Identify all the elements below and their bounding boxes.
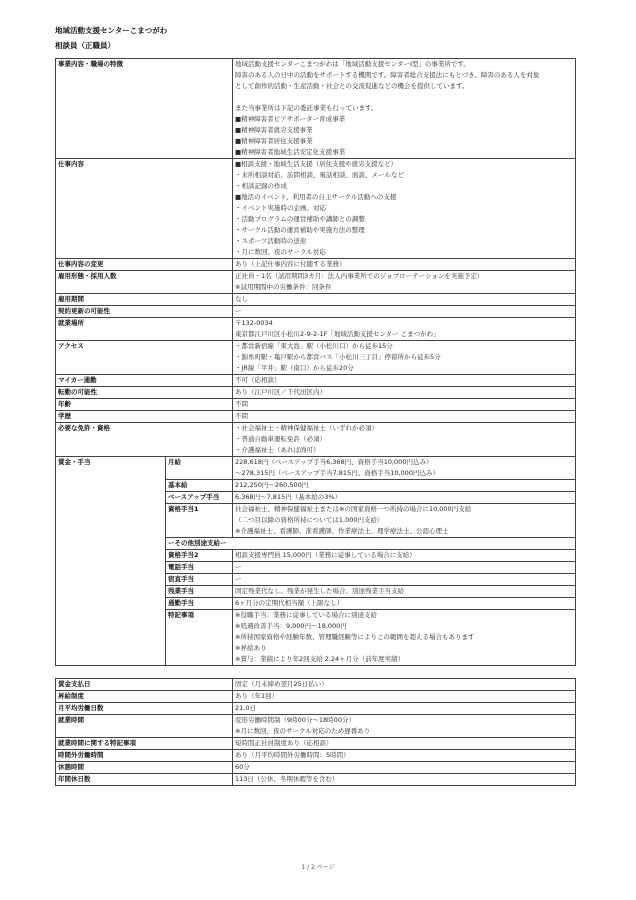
value-break-time <box>233 762 576 774</box>
value-car-commute <box>233 375 576 387</box>
label-special-notes: 特記事項 <box>166 610 233 666</box>
row-raise-system <box>56 691 576 703</box>
value-employment-period <box>233 294 576 306</box>
row-age <box>56 399 576 411</box>
value-licenses <box>233 423 576 457</box>
value-line: ■精神障害者居住支援事業 <box>235 137 313 145</box>
value-line: なし <box>235 295 248 303</box>
label-baseup-allowance: ベースアップ手当 <box>166 492 233 504</box>
row-car-commute <box>56 375 576 387</box>
row-avg-workdays <box>56 703 576 715</box>
row-pay-date <box>56 679 576 691</box>
row-licenses <box>56 423 576 457</box>
value-line: ・月に数回、夜のサークル対応 <box>235 248 326 256</box>
row-transfer <box>56 387 576 399</box>
value-line: ※試用期間中の労働条件：同条件 <box>235 283 332 291</box>
value-commute-allowance <box>233 598 576 610</box>
value-line: ※介護福祉士、看護師、准看護師、作業療法士、理学療法士、公認心理士 <box>235 527 449 535</box>
value-qualification-allowance-2 <box>233 550 576 562</box>
value-line: ・JR線「平井」駅（南口）から徒歩20分 <box>235 364 354 372</box>
label-raise-system: 昇給制度 <box>56 691 233 703</box>
value-line: ・普通自動車運転免許（必須） <box>235 435 326 443</box>
label-commute-allowance: 通勤手当 <box>166 598 233 610</box>
value-special-notes <box>233 610 576 666</box>
row-wage-monthly <box>56 457 576 480</box>
label-qualification-allowance-1: 資格手当1 <box>166 504 233 538</box>
value-line: 相談支援専門員 15,000円（業務に従事している場合に支給） <box>235 551 416 559</box>
value-line: あり（江戸川区／千代田区内） <box>235 388 326 396</box>
label-working-hours: 就業時間 <box>56 715 233 738</box>
value-line: 〒132-0034 <box>235 319 273 327</box>
value-line: ※役職手当：業務に従事している場合に別途支給 <box>235 611 377 619</box>
page-number: 1 / 2 ページ <box>301 864 335 871</box>
value-base-salary <box>233 480 576 492</box>
value-avg-workdays <box>233 703 576 715</box>
label-employment-period: 雇用期間 <box>56 294 233 306</box>
label-contract-renewal: 契約更新の可能性 <box>56 306 233 318</box>
label-business-description: 事業内容・職場の特徴 <box>56 59 233 159</box>
value-line: 固定（月末締め翌月25日払い） <box>235 680 328 688</box>
value-qualification-allowance-1 <box>233 504 576 538</box>
value-line: ・サークル活動の運営補助や実施方法の整理 <box>235 226 365 234</box>
row-job-content <box>56 159 576 259</box>
row-employment-type <box>56 271 576 294</box>
value-line: ■地活のイベント、利用者の自主サークル活動への支援 <box>235 193 397 201</box>
label-annual-holidays: 年間休日数 <box>56 774 233 786</box>
label-access: アクセス <box>56 341 233 375</box>
value-access <box>233 341 576 375</box>
label-break-time: 休憩時間 <box>56 762 233 774</box>
row-business-description <box>56 59 576 159</box>
row-hours-notes <box>56 738 576 750</box>
value-business-description <box>233 59 576 159</box>
value-line: ・都営新宿線「東大島」駅（小松川口）から徒歩15分 <box>235 342 393 350</box>
value-line: ー <box>235 307 242 315</box>
value-line: ・社会福祉士・精神保健福祉士（いずれか必須） <box>235 424 378 432</box>
value-night-duty-allowance <box>233 574 576 586</box>
value-contract-renewal <box>233 306 576 318</box>
label-education: 学歴 <box>56 411 233 423</box>
value-workplace <box>233 318 576 341</box>
value-line: ■精神障害者就労支援事業 <box>235 126 313 134</box>
row-overtime-hours <box>56 750 576 762</box>
label-qualification-allowance-2: 資格手当2 <box>166 550 233 562</box>
label-employment-type: 雇用形態・採用人数 <box>56 271 233 294</box>
value-line: ※所持国家資格や経験年数、管理職経験等によりこの範囲を超える場合もあります <box>235 633 475 641</box>
other-allowances-header: ーその他別途支給ー <box>166 538 576 550</box>
row-education <box>56 411 576 423</box>
row-contract-renewal <box>56 306 576 318</box>
value-line: として創作的活動・生産活動・社会との交流促進などの機会を提供しています。 <box>235 82 469 90</box>
organization-name: 地域活動支援センターこまつがわ <box>55 26 168 35</box>
label-overtime-allowance: 残業手当 <box>166 586 233 598</box>
value-line: 228,618円（ベースアップ手当6,368円、資格手当10,000円込み） <box>235 458 433 466</box>
value-line: 21.0日 <box>235 704 256 712</box>
value-line: また当事業所は下記の委託事業も行っています。 <box>235 104 378 112</box>
value-line: ■精神障害者ピアサポーター育成事業 <box>235 115 346 123</box>
value-line: ・イベント実施時の企画、対応 <box>235 204 326 212</box>
value-line: あり（年1回） <box>235 692 279 700</box>
value-line: ・スポーツ活動時の送迎 <box>235 237 307 245</box>
value-transfer <box>233 387 576 399</box>
value-line: 社会福祉士、精神保健福祉士または※の国家資格一つ所持の場合に10,000円支給 <box>235 505 472 513</box>
value-line: ー <box>235 575 242 583</box>
value-line: 不問 <box>235 412 248 420</box>
value-line: ・相談記録の作成 <box>235 182 287 190</box>
label-workplace: 就業場所 <box>56 318 233 341</box>
work-conditions-table <box>55 678 576 786</box>
value-baseup-allowance <box>233 492 576 504</box>
job-title: 相談員（正職員） <box>55 41 115 50</box>
value-line: ・活動プログラムの運営補助や講師との調整 <box>235 215 365 223</box>
value-job-content <box>233 159 576 259</box>
value-line: ・介護福祉士（あれば尚可） <box>235 446 320 454</box>
value-line: 不可（応相談） <box>235 376 281 384</box>
value-line: 短時間正社員制度あり（応相談） <box>235 739 333 747</box>
value-line: ー <box>235 563 242 571</box>
value-line: 6,368円～7,815円（基本給の3%） <box>235 493 342 501</box>
row-break-time <box>56 762 576 774</box>
row-working-hours <box>56 715 576 738</box>
value-line: 不問 <box>235 400 248 408</box>
value-line: ※昇給あり <box>235 644 267 652</box>
value-line: あり（月平均時間外労働時間：5時間） <box>235 751 350 759</box>
value-line: ■相談支援・地域生活支援（居住支援や就労支援など） <box>235 160 398 168</box>
value-line: 60分 <box>235 763 250 771</box>
value-line: あり（上記仕事内容に付随する業務） <box>235 260 346 268</box>
value-overtime-hours <box>233 750 576 762</box>
value-phone-allowance <box>233 562 576 574</box>
label-avg-workdays: 月平均労働日数 <box>56 703 233 715</box>
value-overtime-allowance <box>233 586 576 598</box>
value-hours-notes <box>233 738 576 750</box>
value-line: ・錦糸町駅・亀戸駅から都営バス「小松川三丁目」停留所から徒歩5分 <box>235 353 441 361</box>
label-age: 年齢 <box>56 399 233 411</box>
value-line: 212,250円～260,500円 <box>235 481 309 489</box>
value-line: ・来所相談対応、訪問相談、電話相談、面談、メールなど <box>235 171 404 179</box>
label-job-change: 仕事内容の変更 <box>56 259 233 271</box>
value-job-change <box>233 259 576 271</box>
label-night-duty-allowance: 宿直手当 <box>166 574 233 586</box>
value-line: 地域活動支援センターこまつがわは「地域活動支援センターⅠ型」の事業所です。 <box>235 60 470 68</box>
page-header <box>55 23 167 53</box>
label-pay-date: 賃金支払日 <box>56 679 233 691</box>
label-wages: 賃金・手当 <box>56 457 166 666</box>
value-line: ～278,315円（ベースアップ手当7,815円、資格手当10,000円込み） <box>235 469 439 477</box>
value-line: 正社員・1名（試用期間3カ月：法人内事業所でのジョブローテーションを実施予定） <box>235 272 484 280</box>
label-phone-allowance: 電話手当 <box>166 562 233 574</box>
value-line: ※処遇改善手当：9,000円～18,000円 <box>235 622 347 630</box>
value-pay-date <box>233 679 576 691</box>
label-hours-notes: 就業時間に関する特記事項 <box>56 738 233 750</box>
value-education <box>233 411 576 423</box>
row-access <box>56 341 576 375</box>
label-licenses: 必要な免許・資格 <box>56 423 233 457</box>
job-details-table <box>55 58 576 666</box>
value-annual-holidays <box>233 774 576 786</box>
value-line: ※月に数回、夜のサークル対応のため遅番あり <box>235 727 371 735</box>
value-line: 6ヶ月分の定期代相当額（上限なし） <box>235 599 344 607</box>
row-job-change <box>56 259 576 271</box>
label-base-salary: 基本給 <box>166 480 233 492</box>
value-line: 113日（公休、冬期休暇等を含む） <box>235 775 339 783</box>
value-line: 東京都江戸川区小松川2-9-2-1F「地域活動支援センター こまつがわ」 <box>235 330 440 338</box>
row-workplace <box>56 318 576 341</box>
label-transfer: 転勤の可能性 <box>56 387 233 399</box>
value-line: ■精神障害者地域生活安定化支援事業 <box>235 148 346 156</box>
value-line: 変形労働時間制（9時00分～18時00分） <box>235 716 355 724</box>
row-employment-period <box>56 294 576 306</box>
label-car-commute: マイカー通勤 <box>56 375 233 387</box>
value-raise-system <box>233 691 576 703</box>
value-monthly-salary <box>233 457 576 480</box>
value-line: 障害のある人の日中の活動をサポートする機関です。障害者総合支援法にもとづき、障害のある人を対象 <box>235 71 540 79</box>
value-employment-type <box>233 271 576 294</box>
value-working-hours <box>233 715 576 738</box>
label-job-content: 仕事内容 <box>56 159 233 259</box>
value-line: ※賞与：業績により年2回支給 2.24ヶ月分（前年度実績） <box>235 655 405 663</box>
label-monthly-salary: 月給 <box>166 457 233 480</box>
label-overtime-hours: 時間外労働時間 <box>56 750 233 762</box>
value-line: 固定残業代なし。残業が発生した場合、別途残業手当支給 <box>235 587 404 595</box>
value-age <box>233 399 576 411</box>
value-line: （二つ目以降の資格所持については1,000円支給） <box>235 516 384 524</box>
row-annual-holidays <box>56 774 576 786</box>
blank-line <box>235 92 575 103</box>
